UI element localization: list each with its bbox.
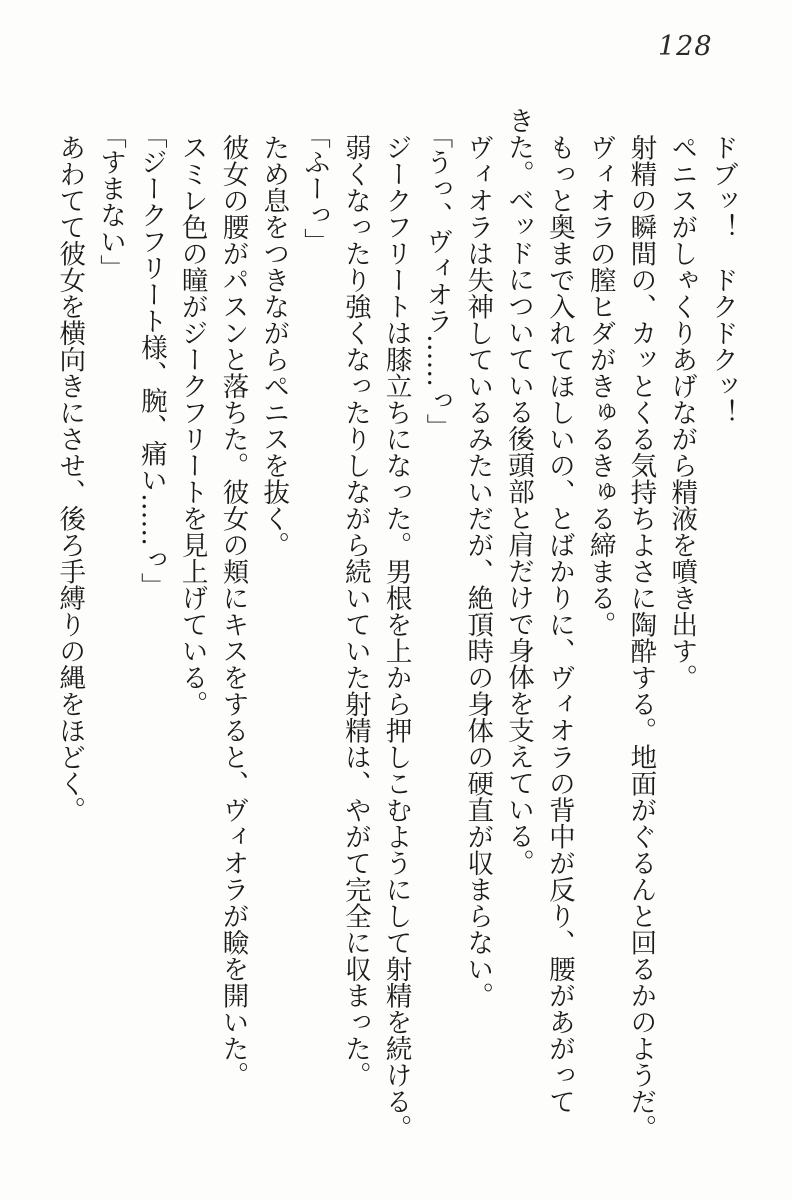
text-column: きた。ベッドについている後頭部と肩だけで身体を支えている。 (503, 107, 535, 876)
text-column: 「うっ、ヴィオラ……っ」 (421, 121, 453, 440)
vertical-text-block (48, 107, 742, 1155)
text-column: ドブッ！ ドクドクッ！ (707, 133, 738, 425)
text-column: 「ふーっ」 (299, 121, 331, 255)
text-column: ヴィオラは失神しているみたいだが、絶頂時の身体の硬直が収まらない。 (462, 133, 494, 1008)
text-column: もっと奥まで入れてほしいの、とばかりに、ヴィオラの背中が反り、腰があがって (543, 133, 575, 1114)
text-column: ペニスがしゃくりあげながら精液を噴き出す。 (666, 133, 698, 690)
text-column: 「すまない」 (95, 121, 127, 281)
text-column: ヴィオラの膣ヒダがきゅるきゅる締まる。 (584, 133, 616, 637)
text-column: 弱くなったり強くなったりしながら続いていた射精は、やがて完全に収まった。 (339, 133, 371, 1088)
text-column: 「ジークフリート様、腕、痛い……っ」 (135, 121, 167, 599)
text-column: ジークフリートは膝立ちになった。男根を上から押しこむようにして射精を続ける。 (380, 133, 412, 1141)
text-column: スミレ色の瞳がジークフリートを見上げている。 (176, 133, 208, 717)
text-column: あわてて彼女を横向きにさせ、後ろ手縛りの縄をほどく。 (54, 133, 86, 823)
text-column: 射精の瞬間の、カッとくる気持ちよさに陶酔する。地面がぐるんと回るかのようだ。 (625, 133, 657, 1141)
page-number: 128 (658, 31, 713, 62)
text-column: ため息をつきながらペニスを抜く。 (258, 133, 290, 558)
text-column: 彼女の腰がパスンと落ちた。彼女の頬にキスをすると、ヴィオラが瞼を開いた。 (217, 133, 249, 1088)
